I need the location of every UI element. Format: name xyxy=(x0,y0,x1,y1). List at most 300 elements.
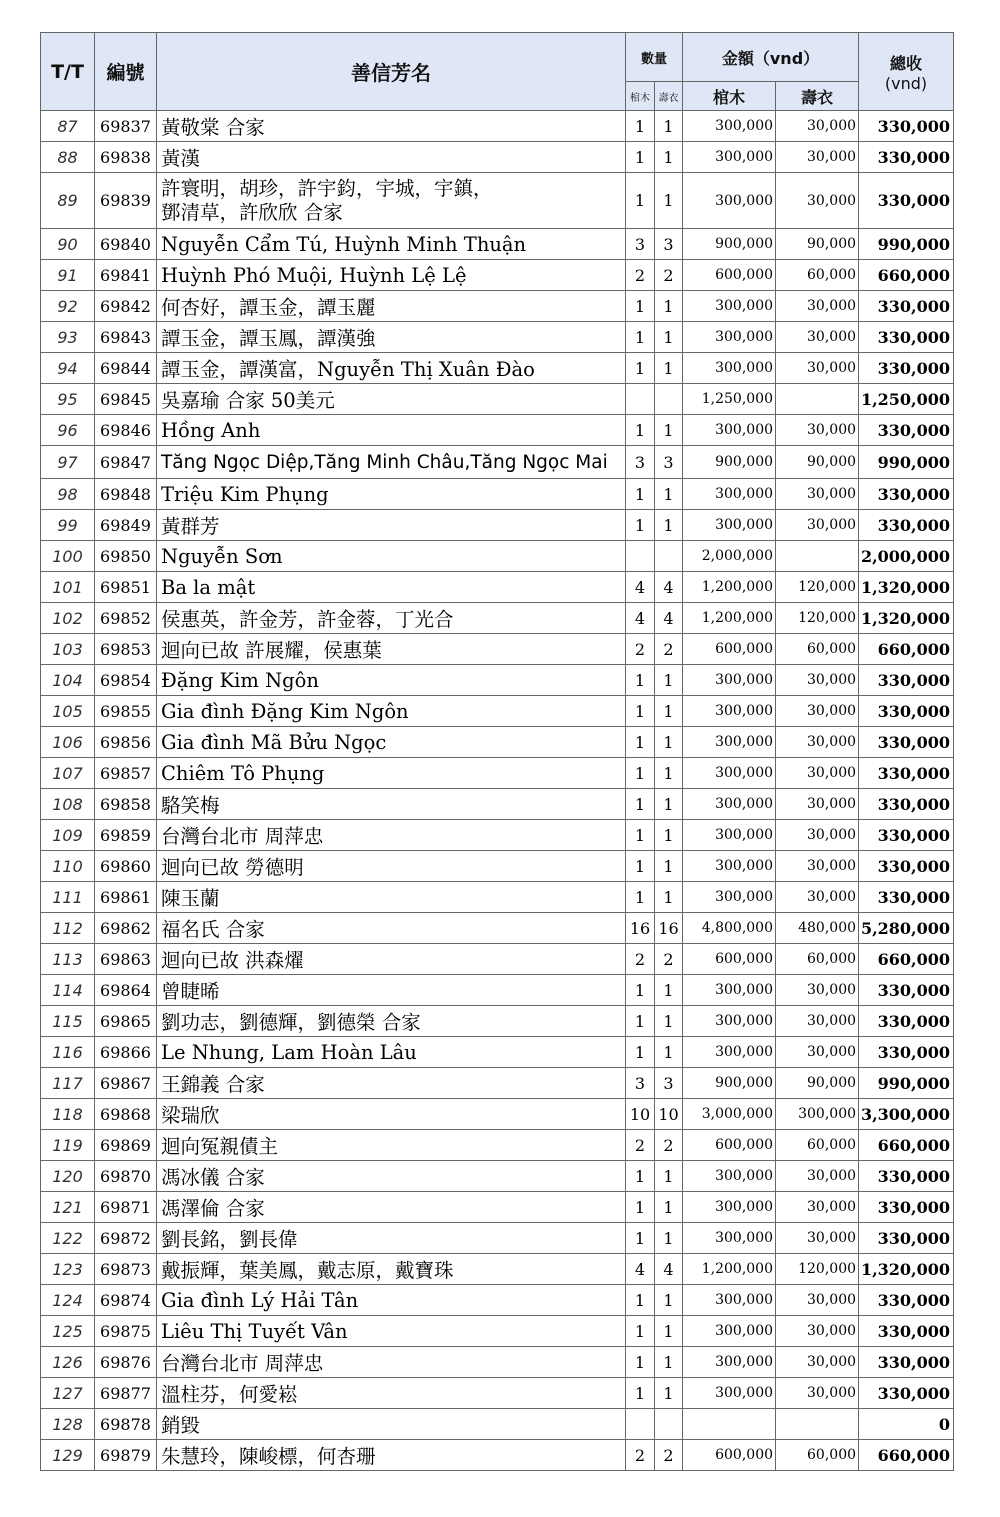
row-code: 69845 xyxy=(95,384,157,415)
row-total: 330,000 xyxy=(859,758,954,789)
row-amt-robe: 60,000 xyxy=(776,260,859,291)
row-name-line: 鄧清草，許欣欣 合家 xyxy=(161,200,343,224)
row-code: 69865 xyxy=(95,1006,157,1037)
row-code: 69875 xyxy=(95,1316,157,1347)
row-code: 69874 xyxy=(95,1285,157,1316)
row-name: 迴向已故 洪森燿 xyxy=(157,944,626,975)
row-amt-robe: 30,000 xyxy=(776,1161,859,1192)
row-name: Gia đình Mã Bửu Ngọc xyxy=(157,727,626,758)
row-code: 69861 xyxy=(95,882,157,913)
table-row xyxy=(41,510,954,541)
row-name: Triệu Kim Phụng xyxy=(157,479,626,510)
row-total: 1,320,000 xyxy=(859,572,954,603)
row-qty-coffin: 4 xyxy=(626,1254,655,1285)
row-amt-robe: 30,000 xyxy=(776,1192,859,1223)
row-tt: 89 xyxy=(41,173,95,229)
row-total: 330,000 xyxy=(859,111,954,142)
row-total: 990,000 xyxy=(859,446,954,479)
row-name: Le Nhung, Lam Hoàn Lâu xyxy=(157,1037,626,1068)
row-qty-coffin: 2 xyxy=(626,634,655,665)
row-qty-coffin: 1 xyxy=(626,665,655,696)
header-total xyxy=(859,33,954,111)
row-code: 69855 xyxy=(95,696,157,727)
row-total: 660,000 xyxy=(859,1130,954,1161)
row-code: 69844 xyxy=(95,353,157,384)
header-qty-robe: 壽衣 xyxy=(655,82,683,111)
row-amt-coffin: 900,000 xyxy=(683,1068,776,1099)
row-tt: 90 xyxy=(41,229,95,260)
row-code: 69857 xyxy=(95,758,157,789)
row-name: 朱慧玲，陳峻標，何杏珊 xyxy=(157,1440,626,1471)
row-amt-robe: 30,000 xyxy=(776,665,859,696)
row-name: 溫柱芬，何愛崧 xyxy=(157,1378,626,1409)
row-tt: 105 xyxy=(41,696,95,727)
row-amt-coffin: 300,000 xyxy=(683,1378,776,1409)
row-amt-robe: 90,000 xyxy=(776,229,859,260)
row-total: 330,000 xyxy=(859,415,954,446)
row-amt-coffin: 300,000 xyxy=(683,510,776,541)
row-tt: 113 xyxy=(41,944,95,975)
row-total: 330,000 xyxy=(859,322,954,353)
row-qty-coffin: 16 xyxy=(626,913,655,944)
row-qty-robe: 1 xyxy=(655,111,683,142)
row-qty-coffin: 1 xyxy=(626,1192,655,1223)
row-code: 69850 xyxy=(95,541,157,572)
row-amt-robe: 30,000 xyxy=(776,820,859,851)
row-amt-robe: 30,000 xyxy=(776,1006,859,1037)
row-amt-robe: 30,000 xyxy=(776,353,859,384)
table-row xyxy=(41,603,954,634)
table-row xyxy=(41,1161,954,1192)
table-row xyxy=(41,1192,954,1223)
row-qty-coffin: 1 xyxy=(626,142,655,173)
row-tt: 91 xyxy=(41,260,95,291)
row-name-line: 許寰明，胡珍，許宇鈞，宇城，宇鎮， xyxy=(161,176,493,200)
row-name: Chiêm Tô Phụng xyxy=(157,758,626,789)
row-qty-robe: 1 xyxy=(655,727,683,758)
row-total: 330,000 xyxy=(859,353,954,384)
row-qty-robe: 4 xyxy=(655,603,683,634)
table-row xyxy=(41,1068,954,1099)
row-code: 69838 xyxy=(95,142,157,173)
row-name: 福名氏 合家 xyxy=(157,913,626,944)
table-row xyxy=(41,541,954,572)
row-amt-coffin: 300,000 xyxy=(683,322,776,353)
row-qty-coffin: 1 xyxy=(626,851,655,882)
row-tt: 108 xyxy=(41,789,95,820)
row-total: 330,000 xyxy=(859,1378,954,1409)
row-amt-coffin: 300,000 xyxy=(683,1316,776,1347)
row-tt: 126 xyxy=(41,1347,95,1378)
row-qty-robe: 1 xyxy=(655,1378,683,1409)
row-code: 69856 xyxy=(95,727,157,758)
row-total: 330,000 xyxy=(859,851,954,882)
row-total: 2,000,000 xyxy=(859,541,954,572)
row-amt-coffin: 300,000 xyxy=(683,851,776,882)
row-amt-coffin: 300,000 xyxy=(683,1285,776,1316)
row-qty-robe: 1 xyxy=(655,1316,683,1347)
row-code: 69864 xyxy=(95,975,157,1006)
row-amt-robe: 30,000 xyxy=(776,1285,859,1316)
row-amt-coffin: 300,000 xyxy=(683,696,776,727)
row-amt-coffin: 300,000 xyxy=(683,665,776,696)
row-qty-coffin: 1 xyxy=(626,510,655,541)
row-code: 69860 xyxy=(95,851,157,882)
row-qty-coffin: 1 xyxy=(626,479,655,510)
header-amt-robe: 壽衣 xyxy=(776,82,859,111)
row-qty-coffin xyxy=(626,1409,655,1440)
row-name: Hồng Anh xyxy=(157,415,626,446)
row-name: 駱笑梅 xyxy=(157,789,626,820)
row-amt-robe: 120,000 xyxy=(776,603,859,634)
row-amt-robe: 480,000 xyxy=(776,913,859,944)
table-row xyxy=(41,1006,954,1037)
row-qty-coffin: 3 xyxy=(626,229,655,260)
row-amt-coffin: 300,000 xyxy=(683,415,776,446)
table-row xyxy=(41,1440,954,1471)
table-row xyxy=(41,260,954,291)
row-amt-coffin: 900,000 xyxy=(683,229,776,260)
row-qty-coffin: 1 xyxy=(626,1223,655,1254)
row-name: 馮澤倫 合家 xyxy=(157,1192,626,1223)
row-name: 陳玉蘭 xyxy=(157,882,626,913)
row-tt: 117 xyxy=(41,1068,95,1099)
row-total: 330,000 xyxy=(859,479,954,510)
row-total: 330,000 xyxy=(859,820,954,851)
row-name: Tăng Ngọc Diệp,Tăng Minh Châu,Tăng Ngọc Mai xyxy=(157,446,626,479)
row-tt: 109 xyxy=(41,820,95,851)
table-row xyxy=(41,384,954,415)
row-qty-robe: 1 xyxy=(655,291,683,322)
row-qty-robe: 2 xyxy=(655,944,683,975)
row-amt-coffin: 300,000 xyxy=(683,1037,776,1068)
row-amt-robe: 120,000 xyxy=(776,1254,859,1285)
row-name: 劉長銘，劉長偉 xyxy=(157,1223,626,1254)
table-row xyxy=(41,142,954,173)
row-qty-robe: 1 xyxy=(655,1006,683,1037)
row-qty-coffin: 1 xyxy=(626,696,655,727)
row-qty-coffin: 1 xyxy=(626,1316,655,1347)
row-total: 330,000 xyxy=(859,1223,954,1254)
row-amt-coffin: 1,200,000 xyxy=(683,1254,776,1285)
row-amt-coffin: 300,000 xyxy=(683,1161,776,1192)
row-total: 330,000 xyxy=(859,1347,954,1378)
row-amt-robe xyxy=(776,541,859,572)
row-total: 330,000 xyxy=(859,1285,954,1316)
row-tt: 104 xyxy=(41,665,95,696)
row-qty-coffin: 4 xyxy=(626,603,655,634)
row-qty-robe: 1 xyxy=(655,415,683,446)
row-name: Nguyễn Cẩm Tú, Huỳnh Minh Thuận xyxy=(157,229,626,260)
row-name: 迴向已故 許展耀，侯惠葉 xyxy=(157,634,626,665)
row-code: 69847 xyxy=(95,446,157,479)
row-amt-robe: 30,000 xyxy=(776,1378,859,1409)
row-tt: 115 xyxy=(41,1006,95,1037)
row-qty-robe: 1 xyxy=(655,789,683,820)
row-qty-coffin: 2 xyxy=(626,1130,655,1161)
row-name: 譚玉金，譚漢富，Nguyễn Thị Xuân Đào xyxy=(157,353,626,384)
row-amt-robe: 60,000 xyxy=(776,634,859,665)
row-amt-coffin: 300,000 xyxy=(683,1223,776,1254)
row-qty-robe: 1 xyxy=(655,851,683,882)
row-amt-robe: 60,000 xyxy=(776,1440,859,1471)
table-row xyxy=(41,1223,954,1254)
table-row xyxy=(41,634,954,665)
table-header xyxy=(41,33,954,111)
row-amt-coffin: 300,000 xyxy=(683,142,776,173)
row-qty-coffin xyxy=(626,384,655,415)
row-code: 69842 xyxy=(95,291,157,322)
row-qty-robe xyxy=(655,541,683,572)
row-name: 黃敬棠 合家 xyxy=(157,111,626,142)
row-total: 5,280,000 xyxy=(859,913,954,944)
row-name: 銷毀 xyxy=(157,1409,626,1440)
row-code: 69841 xyxy=(95,260,157,291)
row-tt: 122 xyxy=(41,1223,95,1254)
table-row xyxy=(41,229,954,260)
row-tt: 111 xyxy=(41,882,95,913)
row-name: 王錦義 合家 xyxy=(157,1068,626,1099)
row-code: 69853 xyxy=(95,634,157,665)
row-name: Đặng Kim Ngôn xyxy=(157,665,626,696)
row-name: 侯惠英，許金芳，許金蓉，丁光合 xyxy=(157,603,626,634)
row-amt-robe: 30,000 xyxy=(776,758,859,789)
row-name: 梁瑞欣 xyxy=(157,1099,626,1130)
table-row xyxy=(41,1378,954,1409)
row-qty-robe: 16 xyxy=(655,913,683,944)
row-amt-coffin: 900,000 xyxy=(683,446,776,479)
row-amt-coffin: 300,000 xyxy=(683,479,776,510)
row-amt-robe: 30,000 xyxy=(776,789,859,820)
row-qty-coffin: 1 xyxy=(626,291,655,322)
row-total: 330,000 xyxy=(859,1037,954,1068)
row-amt-robe: 30,000 xyxy=(776,975,859,1006)
row-code: 69871 xyxy=(95,1192,157,1223)
row-qty-robe: 2 xyxy=(655,1440,683,1471)
table-row xyxy=(41,1254,954,1285)
row-qty-coffin: 2 xyxy=(626,1440,655,1471)
row-amt-robe: 30,000 xyxy=(776,322,859,353)
row-tt: 88 xyxy=(41,142,95,173)
row-name: 戴振輝，葉美鳳，戴志原，戴寶珠 xyxy=(157,1254,626,1285)
row-code: 69837 xyxy=(95,111,157,142)
row-code: 69878 xyxy=(95,1409,157,1440)
row-qty-coffin: 3 xyxy=(626,446,655,479)
row-code: 69839 xyxy=(95,173,157,229)
row-total: 330,000 xyxy=(859,291,954,322)
table-row xyxy=(41,882,954,913)
row-code: 69840 xyxy=(95,229,157,260)
row-name: 迴向已故 勞德明 xyxy=(157,851,626,882)
row-name: Nguyễn Sơn xyxy=(157,541,626,572)
row-amt-coffin: 300,000 xyxy=(683,758,776,789)
row-code: 69862 xyxy=(95,913,157,944)
row-name: 何杏好，譚玉金，譚玉麗 xyxy=(157,291,626,322)
row-name: Liêu Thị Tuyết Vân xyxy=(157,1316,626,1347)
row-tt: 97 xyxy=(41,446,95,479)
row-total: 330,000 xyxy=(859,665,954,696)
row-tt: 98 xyxy=(41,479,95,510)
row-name: 台灣台北市 周萍忠 xyxy=(157,820,626,851)
row-name: 譚玉金，譚玉鳳，譚漢強 xyxy=(157,322,626,353)
row-tt: 112 xyxy=(41,913,95,944)
row-name: Gia đình Lý Hải Tân xyxy=(157,1285,626,1316)
row-tt: 101 xyxy=(41,572,95,603)
row-code: 69876 xyxy=(95,1347,157,1378)
row-qty-robe: 1 xyxy=(655,173,683,229)
row-tt: 114 xyxy=(41,975,95,1006)
row-amt-robe xyxy=(776,384,859,415)
row-tt: 106 xyxy=(41,727,95,758)
row-qty-coffin: 1 xyxy=(626,789,655,820)
table-row xyxy=(41,572,954,603)
row-total: 990,000 xyxy=(859,229,954,260)
row-amt-coffin: 600,000 xyxy=(683,944,776,975)
row-qty-robe: 3 xyxy=(655,229,683,260)
row-qty-robe: 1 xyxy=(655,882,683,913)
row-amt-coffin: 300,000 xyxy=(683,727,776,758)
row-qty-robe: 2 xyxy=(655,260,683,291)
row-code: 69869 xyxy=(95,1130,157,1161)
row-qty-coffin: 1 xyxy=(626,882,655,913)
table-row xyxy=(41,944,954,975)
row-total: 330,000 xyxy=(859,882,954,913)
row-tt: 95 xyxy=(41,384,95,415)
row-amt-robe: 30,000 xyxy=(776,510,859,541)
row-amt-robe: 30,000 xyxy=(776,479,859,510)
table-row xyxy=(41,727,954,758)
row-amt-coffin: 300,000 xyxy=(683,789,776,820)
row-qty-coffin: 1 xyxy=(626,1285,655,1316)
row-tt: 100 xyxy=(41,541,95,572)
row-qty-coffin: 1 xyxy=(626,1161,655,1192)
row-tt: 129 xyxy=(41,1440,95,1471)
row-tt: 87 xyxy=(41,111,95,142)
row-tt: 107 xyxy=(41,758,95,789)
row-tt: 125 xyxy=(41,1316,95,1347)
header-name: 善信芳名 xyxy=(157,33,626,111)
row-total: 330,000 xyxy=(859,696,954,727)
row-name: 迴向冤親債主 xyxy=(157,1130,626,1161)
row-tt: 102 xyxy=(41,603,95,634)
row-amt-robe: 60,000 xyxy=(776,1130,859,1161)
row-amt-robe: 30,000 xyxy=(776,851,859,882)
row-qty-coffin: 1 xyxy=(626,322,655,353)
row-amt-coffin: 1,200,000 xyxy=(683,603,776,634)
row-qty-robe: 1 xyxy=(655,820,683,851)
row-qty-robe: 1 xyxy=(655,510,683,541)
row-amt-coffin: 300,000 xyxy=(683,975,776,1006)
row-total: 330,000 xyxy=(859,1006,954,1037)
row-qty-robe: 1 xyxy=(655,1037,683,1068)
row-amt-robe: 30,000 xyxy=(776,1037,859,1068)
row-qty-robe: 1 xyxy=(655,1285,683,1316)
row-code: 69879 xyxy=(95,1440,157,1471)
row-total: 330,000 xyxy=(859,142,954,173)
table-row xyxy=(41,291,954,322)
row-name: Huỳnh Phó Muội, Huỳnh Lệ Lệ xyxy=(157,260,626,291)
row-amt-robe: 90,000 xyxy=(776,1068,859,1099)
row-amt-robe: 30,000 xyxy=(776,142,859,173)
row-amt-coffin: 300,000 xyxy=(683,820,776,851)
table-row xyxy=(41,322,954,353)
header-amt-coffin: 棺木 xyxy=(683,82,776,111)
row-name: 台灣台北市 周萍忠 xyxy=(157,1347,626,1378)
row-tt: 96 xyxy=(41,415,95,446)
row-tt: 120 xyxy=(41,1161,95,1192)
row-amt-coffin: 300,000 xyxy=(683,111,776,142)
row-total: 330,000 xyxy=(859,173,954,229)
table-row xyxy=(41,851,954,882)
table-row xyxy=(41,479,954,510)
table-row xyxy=(41,820,954,851)
row-qty-coffin: 1 xyxy=(626,727,655,758)
row-name xyxy=(157,173,626,229)
row-total: 330,000 xyxy=(859,975,954,1006)
row-total: 330,000 xyxy=(859,1192,954,1223)
row-tt: 94 xyxy=(41,353,95,384)
row-qty-coffin xyxy=(626,541,655,572)
row-code: 69868 xyxy=(95,1099,157,1130)
row-amt-robe: 30,000 xyxy=(776,696,859,727)
row-qty-coffin: 1 xyxy=(626,1347,655,1378)
row-amt-robe: 30,000 xyxy=(776,1316,859,1347)
row-tt: 99 xyxy=(41,510,95,541)
row-qty-coffin: 4 xyxy=(626,572,655,603)
row-amt-coffin: 1,200,000 xyxy=(683,572,776,603)
row-amt-robe: 300,000 xyxy=(776,1099,859,1130)
row-name: 曾睫晞 xyxy=(157,975,626,1006)
row-qty-coffin: 1 xyxy=(626,975,655,1006)
table-row xyxy=(41,415,954,446)
row-amt-robe: 30,000 xyxy=(776,1223,859,1254)
row-amt-coffin: 600,000 xyxy=(683,1130,776,1161)
row-amt-coffin: 300,000 xyxy=(683,173,776,229)
row-tt: 123 xyxy=(41,1254,95,1285)
row-name: 吳嘉瑜 合家 50美元 xyxy=(157,384,626,415)
row-amt-robe: 30,000 xyxy=(776,291,859,322)
row-qty-robe: 3 xyxy=(655,446,683,479)
row-qty-robe: 3 xyxy=(655,1068,683,1099)
row-total: 330,000 xyxy=(859,727,954,758)
header-qty-coffin: 棺木 xyxy=(626,82,655,111)
row-amt-coffin xyxy=(683,1409,776,1440)
row-qty-robe: 1 xyxy=(655,1192,683,1223)
header-total-label: 總收 xyxy=(890,53,923,73)
row-amt-robe: 120,000 xyxy=(776,572,859,603)
row-amt-coffin: 4,800,000 xyxy=(683,913,776,944)
row-qty-coffin: 3 xyxy=(626,1068,655,1099)
table-row xyxy=(41,665,954,696)
row-total: 1,250,000 xyxy=(859,384,954,415)
row-tt: 92 xyxy=(41,291,95,322)
row-amt-robe xyxy=(776,1409,859,1440)
row-amt-coffin: 600,000 xyxy=(683,1440,776,1471)
row-qty-robe: 4 xyxy=(655,572,683,603)
row-qty-robe: 1 xyxy=(655,975,683,1006)
table-row xyxy=(41,1409,954,1440)
table-row xyxy=(41,1037,954,1068)
row-total: 990,000 xyxy=(859,1068,954,1099)
row-code: 69870 xyxy=(95,1161,157,1192)
row-total: 660,000 xyxy=(859,1440,954,1471)
row-amt-coffin: 600,000 xyxy=(683,634,776,665)
row-amt-coffin: 300,000 xyxy=(683,291,776,322)
row-code: 69863 xyxy=(95,944,157,975)
row-qty-coffin: 1 xyxy=(626,1006,655,1037)
row-name: 馮冰儀 合家 xyxy=(157,1161,626,1192)
row-tt: 110 xyxy=(41,851,95,882)
